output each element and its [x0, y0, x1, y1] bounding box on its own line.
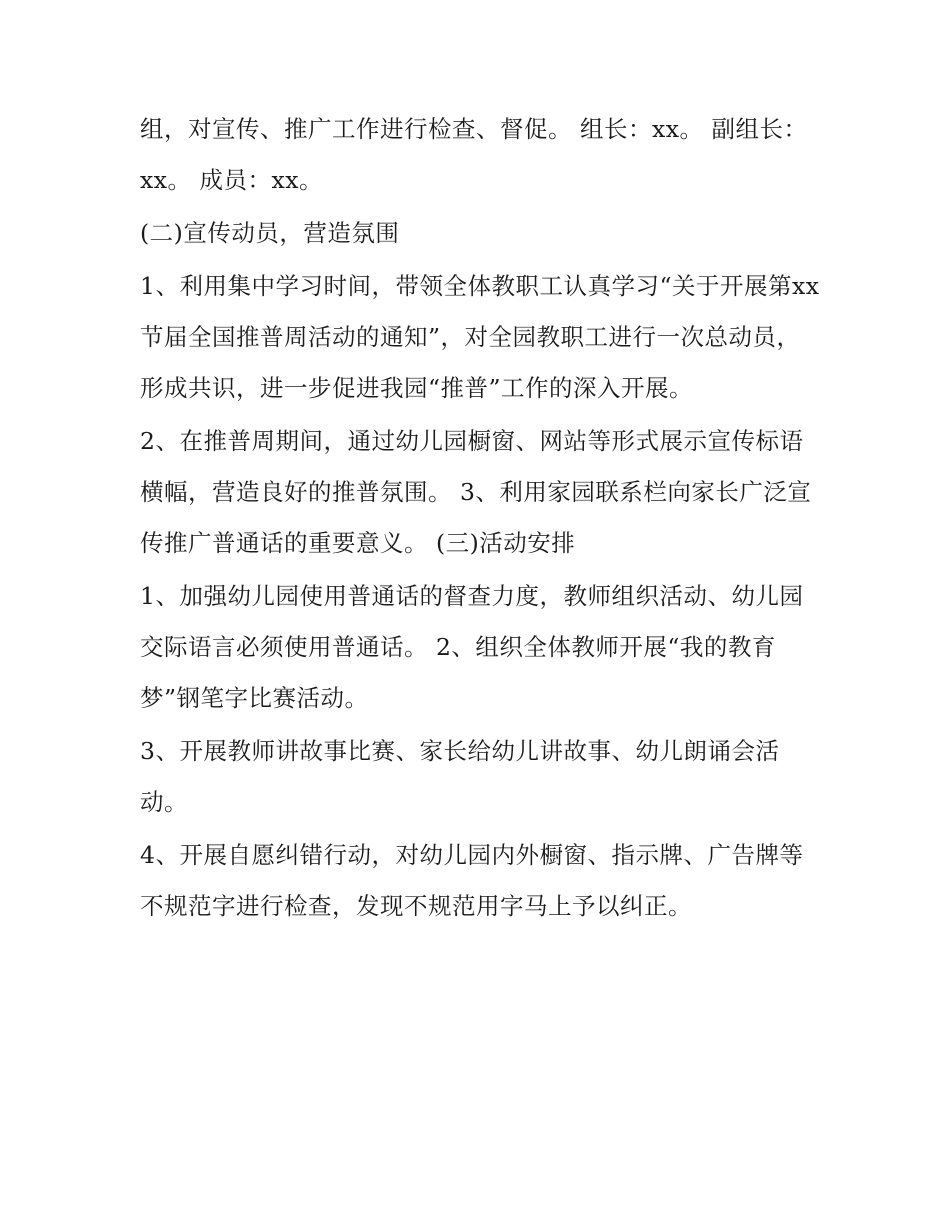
- paragraph-item-correction: 4、开展自愿纠错行动，对幼儿园内外橱窗、指示牌、广告牌等不规范字进行检查，发现不规范用字马上予以纠正。: [140, 841, 804, 920]
- paragraph-group-members: 组，对宣传、推广工作进行检查、督促。 组长：xx。 副组长：xx。 成员：xx。: [140, 115, 808, 194]
- paragraph-section-heading-publicity: (二)宣传动员，营造氛围: [140, 219, 400, 247]
- paragraph-item-supervision: 1、加强幼儿园使用普通话的督查力度，教师组织活动、幼儿园交际语言必须使用普通话。 2、组织全体教师开展“我的教育梦”钢笔字比赛活动。: [140, 582, 804, 712]
- paragraph-item-banners: 2、在推普周期间，通过幼儿园橱窗、网站等形式展示宣传标语横幅，营造良好的推普氛围。 3、利用家园联系栏向家长广泛宣传推广普通话的重要意义。 (三)活动安排: [140, 427, 812, 557]
- paragraph-item-storytelling: 3、开展教师讲故事比赛、家长给幼儿讲故事、幼儿朗诵会活动。: [140, 737, 780, 816]
- paragraph-item-study: 1、利用集中学习时间，带领全体教职工认真学习“关于开展第xx节届全国推普周活动的通知”，对全园教职工进行一次总动员，形成共识，进一步促进我园“推普”工作的深入开展。: [140, 272, 820, 402]
- document-body: [140, 104, 820, 934]
